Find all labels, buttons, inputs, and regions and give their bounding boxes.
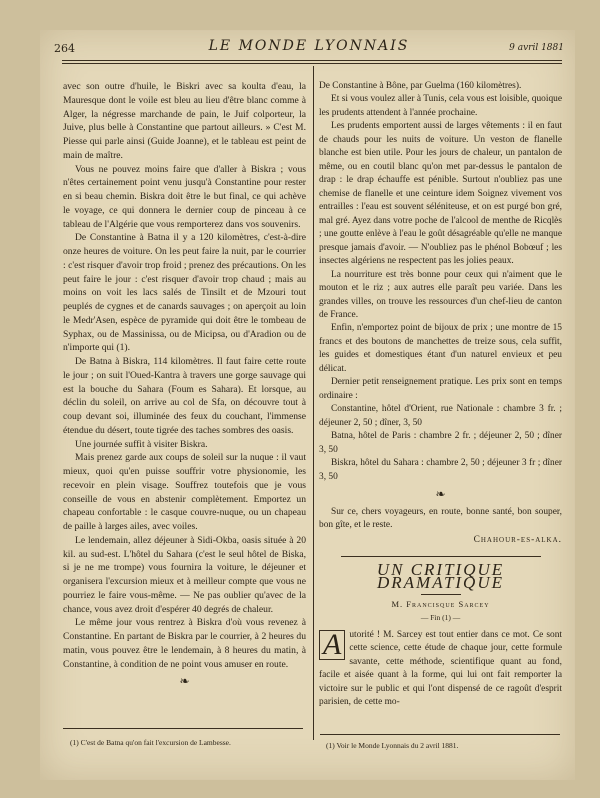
header-rule-double (62, 63, 562, 64)
right-column (319, 80, 562, 710)
footnote-right: (1) Voir le Monde Lyonnais du 2 avril 1881. (326, 741, 459, 750)
paragraph: Enfin, n'emportez point de bijoux de prix ; une montre de 15 francs et des boutons de manchettes de treize sous, cela suffit, les guides et domestiques étant d'un naturel envieux et peu délicat. (319, 323, 562, 374)
paragraph: Biskra, hôtel du Sahara : chambre 2, 50 ; déjeuner 3 fr ; dîner 3, 50 (319, 458, 562, 482)
article-title: UN CRITIQUE DRAMATIQUE (376, 559, 505, 593)
paragraph: Et si vous voulez aller à Tunis, cela vous est loisible, quoique les prudents attendent à l'année prochaine. (319, 94, 562, 118)
drop-cap: A (319, 630, 345, 660)
paragraph: Constantine, hôtel d'Orient, rue Nationale : chambre 3 fr. ; déjeuner 2, 50 ; dîner, 3, 50 (319, 404, 562, 428)
author-signature: Chahour-es-alka. (473, 535, 562, 546)
article-author: M. Francisque Sarcey (391, 598, 490, 609)
paragraph: Mais prenez garde aux coups de soleil sur la nuque : il vaut mieux, quoi qu'en puisse souffrir votre physionomie, les recevoir en plein visage. Souffrez toutefois que je vous conseille de vous en abstenir complètement. Emportez un chapeau confortable : le casque couvre-nuque, ou un chapeau de paille à larges ailes, avec voiles. (63, 452, 306, 532)
article-text: utorité ! M. Sarcey est tout entier dans ce mot. Ce sont cette science, cette étude de chaque jour, cette formule savante, cette méthode, scientifique quant au fond, facile et aisée quant à la forme, qui lui ont fait remporter la victoire sur le public et qui l'ont dispensé de ce ragoût d'esprit parisien, de cette mo- (319, 629, 562, 708)
footnote-rule (320, 734, 560, 735)
footnote-rule (63, 728, 303, 729)
section-rule (341, 556, 541, 557)
paragraph: La nourriture est très bonne pour ceux qui n'aiment que le mouton et le riz ; aux autres elle paraît peu variée. Dans les grandes villes, on trouve les ressources d'un chef-lieu de canton de France. (319, 269, 562, 320)
paragraph: De Constantine à Batna il y a 120 kilomètres, c'est-à-dire onze heures de voiture. On les peut faire la nuit, par le courrier : c'est risquer d'avoir trop froid ; prenez des précautions. On les peut faire le jour : c'est risquer d'avoir trop chaud ; mais au moins on voit les lacs salés de Tinsilt et de Mzouri tout peuplés de cygnes et de canards sauvages ; on aperçoit au loin le Medr'Asen, espèce de pyramide qui doit être le tombeau de Syphax, ou de Massinissa, ou de Micipsa, ou d'Aradion ou de n'importe qui (1). (63, 232, 306, 354)
paragraph: Batna, hôtel de Paris : chambre 2 fr. ; déjeuner 2, 50 ; dîner 3, 50 (319, 431, 562, 455)
paragraph: avec son outre d'huile, le Biskri avec sa koulta d'eau, la Mauresque dont le voile est bleu au lieu d'être blanc comme à Alger, la négresse marchande de pain, le Juif colporteur, la Juive, plus belle à Constantine que partout ailleurs. » C'est M. Piesse qui parle ainsi (Guide Joanne), et le tableau est peint de main de maître. (63, 81, 306, 161)
journal-title: LE MONDE LYONNAIS (208, 38, 410, 54)
column-divider (313, 66, 314, 740)
paragraph: Le lendemain, allez déjeuner à Sidi-Okba, oasis située à 20 kil. au sud-est. L'hôtel du Sahara (c'est le seul hôtel de Biska, si je ne me trompe) vous fournira la voiture, le déjeuner et organisera l'excursion mieux et à meilleur compte que vous ne pourriez le faire vous-même. — Ne pas oublier qu'avec de la chance, vous avez droit d'espérer 40 degrés de chaleur. (63, 534, 306, 615)
page-number: 264 (54, 42, 75, 55)
page-header (54, 38, 564, 60)
paragraph: De Batna à Biskra, 114 kilomètres. Il faut faire cette route le jour ; on suit l'Oued-Kantra à travers une gorge sauvage qui est la bouche du Sahara (Foum es Sahara). Et lorsque, au déclin du soleil, on arrive au col de Sfa, on découvre tout à coup devant soi, illuminée des feux du couchant, l'immense étendue du désert, toute tigrée des taches sombres des oasis. (63, 356, 306, 436)
header-rule (62, 60, 562, 61)
paragraph: Les prudents emportent aussi de larges vêtements : il en faut de chauds pour les nuits de voiture. Un veston de flanelle blanche est bien utile. Pour les jours de chaleur, un pantalon de même, ou en coutil blanc qu'on met par-dessus le pantalon de drap : le drap échauffe est pénible. Surtout n'oubliez pas une chemise de flanelle et une ceinture idem Soignez vivement vos entrailles : l'eau est souvent séléniteuse, et on est purgé bon gré, mal gré. Ayez dans votre poche de l'alcool de menthe de Ricqlès ; une goutte enlève à l'eau le goût désagréable qu'elle ne manque presque jamais d'avoir. — N'oubliez pas le phénol Bobœuf ; les insectes algériens ne respectent pas les jolies peaux. (319, 121, 562, 267)
paragraph: Le même jour vous rentrez à Biskra d'où vous revenez à Constantine. En partant de Biskra par le courrier, à 2 heures du matin, vous pouvez être le lendemain, à 8 heures du matin, à Constantine, à condition de ne point vous amuser en route. (63, 617, 306, 670)
left-column (63, 80, 306, 693)
paragraph: Une journée suffit à visiter Biskra. (75, 438, 208, 450)
closing-paragraph: Sur ce, chers voyageurs, en route, bonne santé, bon souper, bon gîte, et le reste. (319, 506, 562, 530)
paragraph: De Constantine à Bône, par Guelma (160 kilomètres). (319, 81, 522, 91)
ornament-icon: ❧ (435, 487, 446, 502)
article-paragraph (319, 629, 562, 710)
paragraph: Dernier petit renseignement pratique. Les prix sont en temps ordinaire : (319, 377, 562, 401)
issue-date: 9 avril 1881 (509, 43, 564, 53)
title-rule (421, 594, 461, 595)
ornament-icon: ❧ (179, 674, 190, 689)
paragraph: Vous ne pouvez moins faire que d'aller à Biskra ; vous n'êtes certainement point venu jusqu'à Constantine pour rester en si beau chemin. Biskra doit être le but final, ce qui achève le voyage, ce qui donnera le dernier coup de pinceau à ce tableau de l'Algérie que vous remporterez dans vos souvenirs. (63, 163, 306, 230)
footnote-left: (1) C'est de Batna qu'on fait l'excursion de Lambesse. (70, 738, 231, 747)
article-fin: — Fin (1) — (420, 613, 461, 623)
